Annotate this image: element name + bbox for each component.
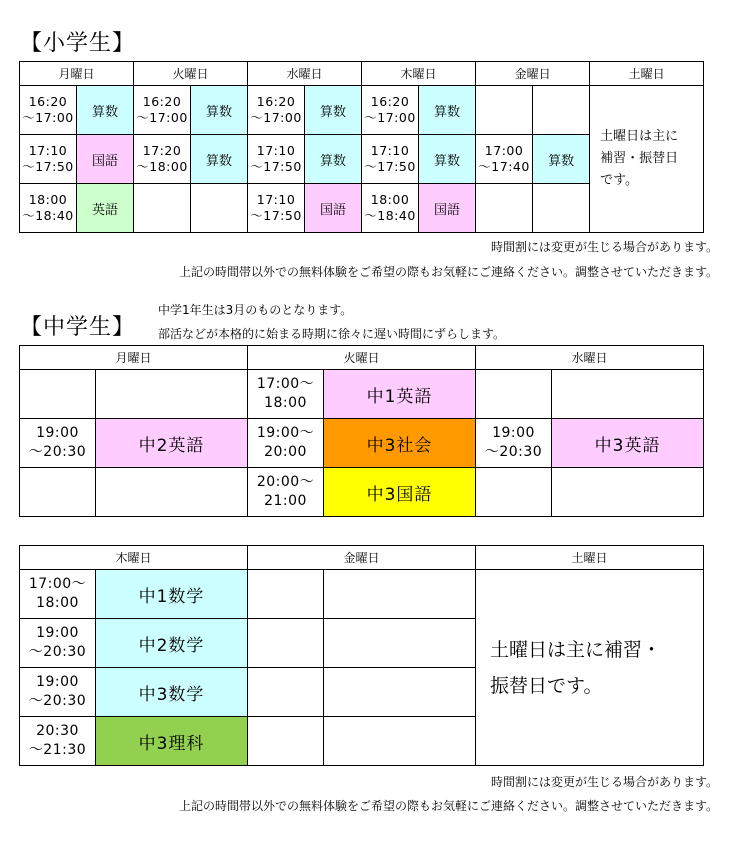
- day-header-sat: 土曜日: [590, 62, 704, 86]
- empty-cell: [476, 468, 552, 517]
- subject-cell: 算数: [191, 86, 248, 135]
- middle-note-trial: 上記の時間帯以外での無料体験をご希望の際もお気軽にご連絡ください。調整させていただきます。: [178, 799, 718, 813]
- time-cell: 17:00～ 18:00: [248, 370, 324, 419]
- middle-intro-2: 部活などが本格的に始まる時期に徐々に遅い時間にずらします。: [158, 327, 506, 341]
- time-cell: 17:10 ～17:50: [248, 184, 305, 233]
- empty-cell: [552, 468, 704, 517]
- elementary-note-change: 時間割には変更が生じる場合があります。: [490, 240, 718, 254]
- day-header-wed: 水曜日: [476, 346, 704, 370]
- empty-cell: [134, 184, 191, 233]
- saturday-note: 土曜日は主に補習・ 振替日です。: [476, 570, 704, 766]
- subject-cell: 中3数学: [96, 668, 248, 717]
- empty-cell: [20, 370, 96, 419]
- time-cell: 18:00 ～18:40: [362, 184, 419, 233]
- subject-cell: 中2英語: [96, 419, 248, 468]
- subject-cell: 中2数学: [96, 619, 248, 668]
- day-header-mon: 月曜日: [20, 62, 134, 86]
- empty-cell: [533, 86, 590, 135]
- day-header-tue: 火曜日: [134, 62, 248, 86]
- subject-cell: 中3英語: [552, 419, 704, 468]
- time-cell: 17:00 ～17:40: [476, 135, 533, 184]
- time-cell: 19:00 ～20:30: [20, 668, 96, 717]
- elementary-title: 【小学生】: [20, 31, 136, 56]
- time-cell: 19:00～ 20:00: [248, 419, 324, 468]
- time-cell: 17:10 ～17:50: [362, 135, 419, 184]
- empty-cell: [248, 570, 324, 619]
- empty-cell: [324, 717, 476, 766]
- subject-cell: 英語: [77, 184, 134, 233]
- time-cell: 20:00～ 21:00: [248, 468, 324, 517]
- day-header-fri: 金曜日: [248, 546, 476, 570]
- time-cell: 17:20 ～18:00: [134, 135, 191, 184]
- subject-cell: 国語: [77, 135, 134, 184]
- time-cell: 19:00 ～20:30: [20, 419, 96, 468]
- empty-cell: [476, 86, 533, 135]
- time-cell: 17:10 ～17:50: [20, 135, 77, 184]
- elementary-note-trial: 上記の時間帯以外での無料体験をご希望の際もお気軽にご連絡ください。調整させていただきます。: [178, 265, 718, 279]
- empty-cell: [191, 184, 248, 233]
- time-cell: 16:20 ～17:00: [20, 86, 77, 135]
- time-cell: 19:00 ～20:30: [20, 619, 96, 668]
- day-header-mon: 月曜日: [20, 346, 248, 370]
- empty-cell: [248, 619, 324, 668]
- time-cell: 16:20 ～17:00: [248, 86, 305, 135]
- empty-cell: [20, 468, 96, 517]
- middle-timetable-mon-wed: [19, 345, 704, 517]
- time-cell: 16:20 ～17:00: [362, 86, 419, 135]
- empty-cell: [533, 184, 590, 233]
- subject-cell: 算数: [533, 135, 590, 184]
- time-cell: 18:00 ～18:40: [20, 184, 77, 233]
- saturday-note: 土曜日は主に 補習・振替日 です。: [590, 86, 704, 233]
- empty-cell: [96, 468, 248, 517]
- subject-cell: 算数: [77, 86, 134, 135]
- subject-cell: 中1英語: [324, 370, 476, 419]
- day-header-tue: 火曜日: [248, 346, 476, 370]
- day-header-wed: 水曜日: [248, 62, 362, 86]
- elementary-timetable: [19, 61, 704, 233]
- subject-cell: 国語: [305, 184, 362, 233]
- subject-cell: 中3国語: [324, 468, 476, 517]
- empty-cell: [248, 717, 324, 766]
- middle-title: 【中学生】: [20, 315, 136, 340]
- day-header-sat: 土曜日: [476, 546, 704, 570]
- middle-intro-1: 中学1年生は3月のものとなります。: [158, 303, 353, 317]
- time-cell: 17:00～ 18:00: [20, 570, 96, 619]
- empty-cell: [476, 184, 533, 233]
- time-cell: 17:10 ～17:50: [248, 135, 305, 184]
- subject-cell: 算数: [191, 135, 248, 184]
- day-header-thu: 木曜日: [20, 546, 248, 570]
- time-cell: 19:00 ～20:30: [476, 419, 552, 468]
- empty-cell: [324, 668, 476, 717]
- day-header-thu: 木曜日: [362, 62, 476, 86]
- empty-cell: [248, 668, 324, 717]
- time-cell: 16:20 ～17:00: [134, 86, 191, 135]
- empty-cell: [96, 370, 248, 419]
- empty-cell: [476, 370, 552, 419]
- empty-cell: [324, 619, 476, 668]
- day-header-fri: 金曜日: [476, 62, 590, 86]
- time-cell: 20:30 ～21:30: [20, 717, 96, 766]
- subject-cell: 算数: [419, 135, 476, 184]
- subject-cell: 算数: [419, 86, 476, 135]
- subject-cell: 国語: [419, 184, 476, 233]
- empty-cell: [552, 370, 704, 419]
- empty-cell: [324, 570, 476, 619]
- subject-cell: 算数: [305, 86, 362, 135]
- middle-timetable-thu-sat: [19, 545, 704, 766]
- subject-cell: 中1数学: [96, 570, 248, 619]
- subject-cell: 中3社会: [324, 419, 476, 468]
- middle-note-change: 時間割には変更が生じる場合があります。: [490, 775, 718, 789]
- subject-cell: 中3理科: [96, 717, 248, 766]
- subject-cell: 算数: [305, 135, 362, 184]
